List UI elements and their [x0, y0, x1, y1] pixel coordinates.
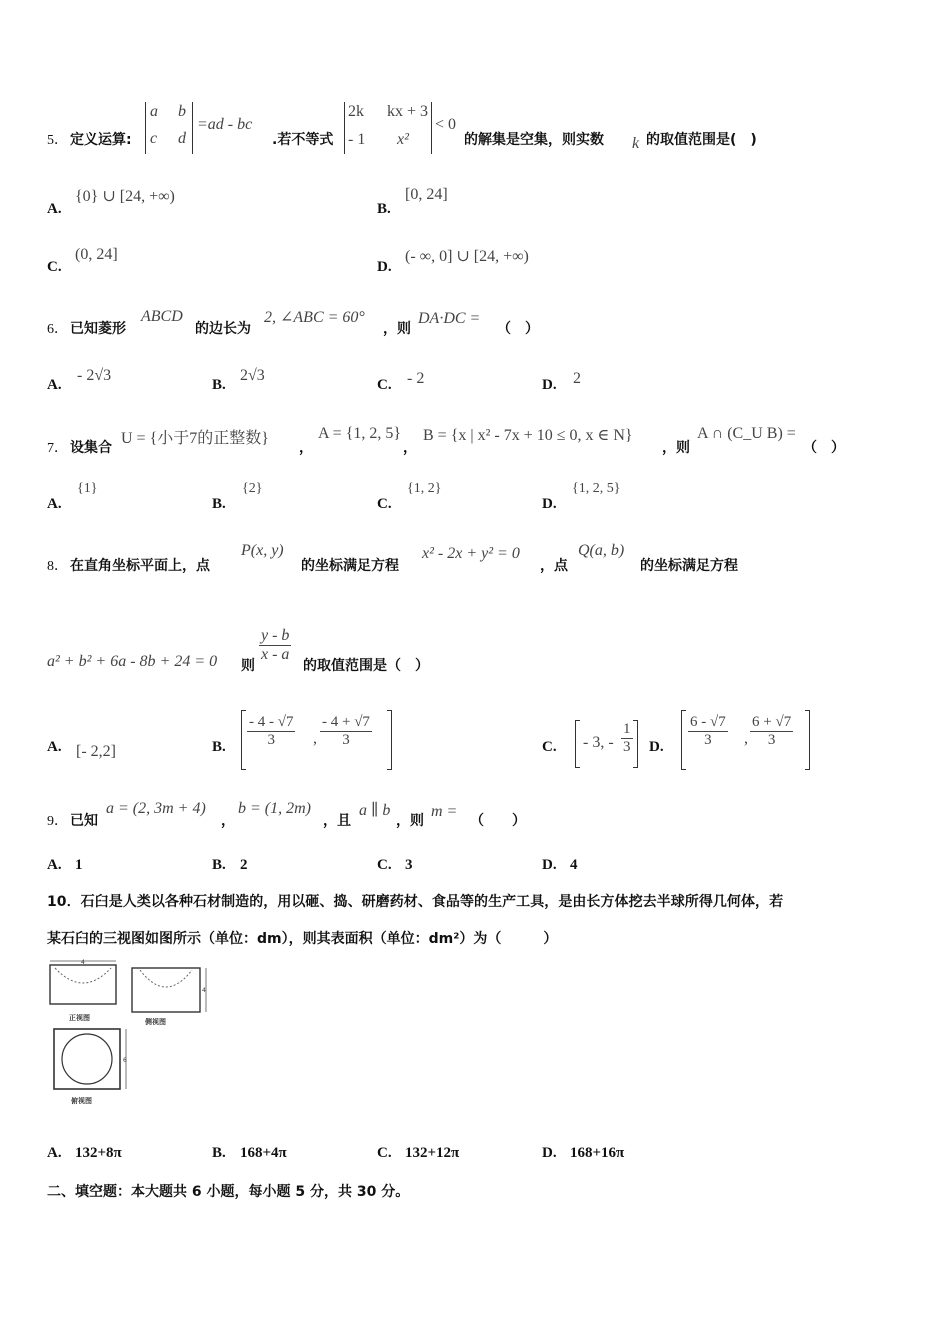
- q8-d-den2: 3: [767, 732, 776, 748]
- q8-option-b-right-bracket: [387, 710, 392, 770]
- q10-option-c: 132+12π: [405, 1145, 460, 1161]
- q7-set-a: A = {1, 2, 5}: [318, 425, 402, 442]
- det1-d: d: [178, 130, 186, 147]
- q7-lead: 设集合: [70, 440, 112, 456]
- q8-option-a: [- 2,2]: [76, 743, 116, 760]
- q10-option-b: 168+4π: [240, 1145, 287, 1161]
- q5-determinant-1: [145, 102, 193, 154]
- q8-fraction: [259, 627, 291, 664]
- q10-line-2: 某石臼的三视图如图所示（单位：dm），则其表面积（单位：dm²）为（ ）: [47, 931, 558, 947]
- front-view-label: 正视图: [69, 1014, 90, 1022]
- q10-line-1: 10．石臼是人类以各种石材制造的，用以砸、捣、研磨药材、食品等的生产工具，是由长方体挖去半球所得几何体，若: [47, 894, 784, 910]
- q7-number: 7．: [47, 441, 68, 456]
- q6-option-a: - 2√3: [77, 367, 112, 384]
- q7-option-b: {2}: [242, 481, 263, 496]
- q7-set-u: U = {小于7的正整数}: [121, 430, 269, 447]
- q7-option-d-label: D.: [542, 496, 557, 512]
- q9-sep: ，: [221, 813, 235, 829]
- det2-d: x²: [397, 131, 409, 148]
- det2-b: kx + 3: [387, 103, 429, 120]
- q10-option-c-label: C.: [377, 1145, 392, 1161]
- q9-then: ，则: [396, 813, 424, 829]
- q8-number: 8．: [47, 559, 68, 574]
- q8-c-den: 3: [623, 739, 631, 755]
- det2-c: - 1: [348, 131, 366, 148]
- det1-c: c: [150, 130, 158, 147]
- q5-option-c-label: C.: [47, 259, 62, 275]
- q6-condition: 2, ∠ABC = 60°: [264, 309, 365, 326]
- q8-b-num2: - 4 + √7: [322, 714, 370, 730]
- q10-option-a: 132+8π: [75, 1145, 122, 1161]
- top-view-label: 俯视图: [71, 1097, 92, 1105]
- side-view: [132, 968, 206, 1012]
- q9-mid: ，且: [323, 813, 351, 829]
- q8-equation-2: a² + b² + 6a - 8b + 24 = 0: [47, 653, 218, 670]
- q9-option-a-label: A.: [47, 857, 62, 873]
- q5-option-d-label: D.: [377, 259, 392, 275]
- q7-set-b: B = {x | x² - 7x + 10 ≤ 0, x ∈ N}: [423, 427, 633, 444]
- q6-option-d: 2: [573, 370, 581, 387]
- q9-vector-a: a = (2, 3m + 4): [106, 800, 206, 817]
- q8-option-c-pre: - 3, -: [583, 734, 614, 751]
- q8-option-d-left-bracket: [681, 710, 686, 770]
- q8-d-num2: 6 + √7: [752, 714, 792, 730]
- q8-mid2: ，点: [540, 558, 568, 574]
- side-dimension-label: 4: [202, 987, 206, 994]
- q8-tail: 的取值范围是（ ）: [303, 658, 429, 674]
- q5-option-b: [0, 24]: [405, 186, 448, 203]
- q9-option-c: 3: [405, 857, 413, 873]
- q8-frac-top: y - b: [261, 627, 290, 644]
- q6-number: 6．: [47, 322, 68, 337]
- q8-lead: 在直角坐标平面上，点: [70, 558, 210, 574]
- q8-option-d-right-bracket: [805, 710, 810, 770]
- det1-b: b: [178, 103, 186, 120]
- q5-option-a-label: A.: [47, 201, 62, 217]
- q6-option-b-label: B.: [212, 377, 226, 393]
- q7-option-d: {1, 2, 5}: [572, 481, 621, 496]
- top-dimension-label: 6: [123, 1057, 127, 1064]
- q7-paren: （ ）: [803, 440, 845, 456]
- q9-parallel: a ∥ b: [359, 802, 391, 819]
- q8-option-b-label: B.: [212, 739, 226, 755]
- q6-shape: ABCD: [141, 308, 183, 325]
- q7-option-c-label: C.: [377, 496, 392, 512]
- q6-option-c: - 2: [407, 370, 425, 387]
- section-2-heading: 二、填空题：本大题共 6 小题，每小题 5 分，共 30 分。: [47, 1184, 410, 1200]
- q8-mid1: 的坐标满足方程: [301, 558, 399, 574]
- front-dimension-label: 4: [81, 959, 85, 966]
- q8-option-d-frac-1: [688, 714, 728, 749]
- q8-mid3: 的坐标满足方程: [640, 558, 738, 574]
- q8-b-num1: - 4 - √7: [249, 714, 294, 730]
- q8-option-b-frac-2: [320, 714, 372, 749]
- q8-b-den2: 3: [342, 732, 350, 748]
- q6-option-c-label: C.: [377, 377, 392, 393]
- q7-expression: A ∩ (C_U B) =: [697, 425, 796, 442]
- q8-equation-1: x² - 2x + y² = 0: [422, 545, 520, 562]
- q8-option-d-frac-2: [750, 714, 793, 749]
- q7-option-a: {1}: [77, 481, 98, 496]
- three-view-figure: [44, 958, 219, 1108]
- q6-expression: DA·DC =: [418, 310, 481, 327]
- q8-then: 则: [241, 658, 255, 674]
- q8-d-num1: 6 - √7: [690, 714, 726, 730]
- det1-a: a: [150, 103, 158, 120]
- q10-option-a-label: A.: [47, 1145, 62, 1161]
- q6-option-d-label: D.: [542, 377, 557, 393]
- q8-option-b-left-bracket: [241, 710, 246, 770]
- q6-option-a-label: A.: [47, 377, 62, 393]
- q9-paren: （ ）: [470, 813, 526, 829]
- q9-vector-b: b = (1, 2m): [238, 800, 312, 817]
- q5-mid: .若不等式: [272, 132, 334, 148]
- q6-mid: 的边长为: [195, 321, 251, 337]
- q5-option-a: {0} ∪ [24, +∞): [75, 188, 175, 205]
- side-view-label: 侧视图: [145, 1018, 166, 1026]
- q5-tail2: 的取值范围是( ): [646, 132, 757, 148]
- q8-d-den1: 3: [704, 732, 712, 748]
- q9-option-d: 4: [570, 857, 578, 873]
- q8-point-q: Q(a, b): [578, 542, 625, 559]
- q5-lead: 定义运算:: [70, 132, 132, 148]
- q9-expression: m =: [431, 803, 458, 820]
- q8-c-num: 1: [623, 721, 631, 737]
- q6-lead: 已知菱形: [70, 321, 126, 337]
- q9-option-d-label: D.: [542, 857, 557, 873]
- q8-option-b-frac-1: [247, 714, 295, 749]
- q9-option-a: 1: [75, 857, 83, 873]
- q8-frac-bottom: x - a: [261, 646, 290, 663]
- q7-option-c: {1, 2}: [407, 481, 442, 496]
- q8-option-c-label: C.: [542, 739, 557, 755]
- q5-option-d: (- ∞, 0] ∪ [24, +∞): [405, 248, 529, 265]
- q5-relation: < 0: [435, 116, 457, 133]
- q9-number: 9．: [47, 814, 68, 829]
- q5-determinant-2: [344, 102, 432, 154]
- q8-option-a-label: A.: [47, 739, 62, 755]
- q9-option-c-label: C.: [377, 857, 392, 873]
- q10-option-b-label: B.: [212, 1145, 226, 1161]
- q6-comma: ，则: [383, 321, 411, 337]
- top-view: [54, 1029, 127, 1089]
- q8-option-c-frac: [621, 721, 633, 756]
- q5-number: 5．: [47, 133, 68, 148]
- q7-option-b-label: B.: [212, 496, 226, 512]
- q8-option-d-comma: ,: [744, 730, 748, 747]
- q9-lead: 已知: [70, 813, 98, 829]
- q9-option-b: 2: [240, 857, 248, 873]
- q7-sep1: ，: [299, 440, 313, 456]
- q8-point-p: P(x, y): [241, 542, 284, 559]
- q5-tail1: 的解集是空集，则实数: [464, 132, 604, 148]
- det2-a: 2k: [348, 103, 364, 120]
- q10-option-d-label: D.: [542, 1145, 557, 1161]
- q9-option-b-label: B.: [212, 857, 226, 873]
- q7-sep2: ，: [403, 440, 417, 456]
- front-view: [50, 959, 116, 1004]
- q8-b-den1: 3: [267, 732, 275, 748]
- q8-option-c-left-bracket: [575, 720, 580, 768]
- q5-option-b-label: B.: [377, 201, 391, 217]
- q7-option-a-label: A.: [47, 496, 62, 512]
- q7-sep3: ，则: [662, 440, 690, 456]
- q5-var-k: k: [632, 135, 640, 152]
- q5-def-rhs: =ad - bc: [197, 116, 253, 133]
- q8-option-b-comma: ,: [313, 730, 317, 747]
- q10-option-d: 168+16π: [570, 1145, 625, 1161]
- q8-option-d-label: D.: [649, 739, 664, 755]
- q8-option-c-right-bracket: [633, 720, 638, 768]
- q6-option-b: 2√3: [240, 367, 265, 384]
- q5-option-c: (0, 24]: [75, 246, 118, 263]
- q6-paren: （ ）: [497, 321, 539, 337]
